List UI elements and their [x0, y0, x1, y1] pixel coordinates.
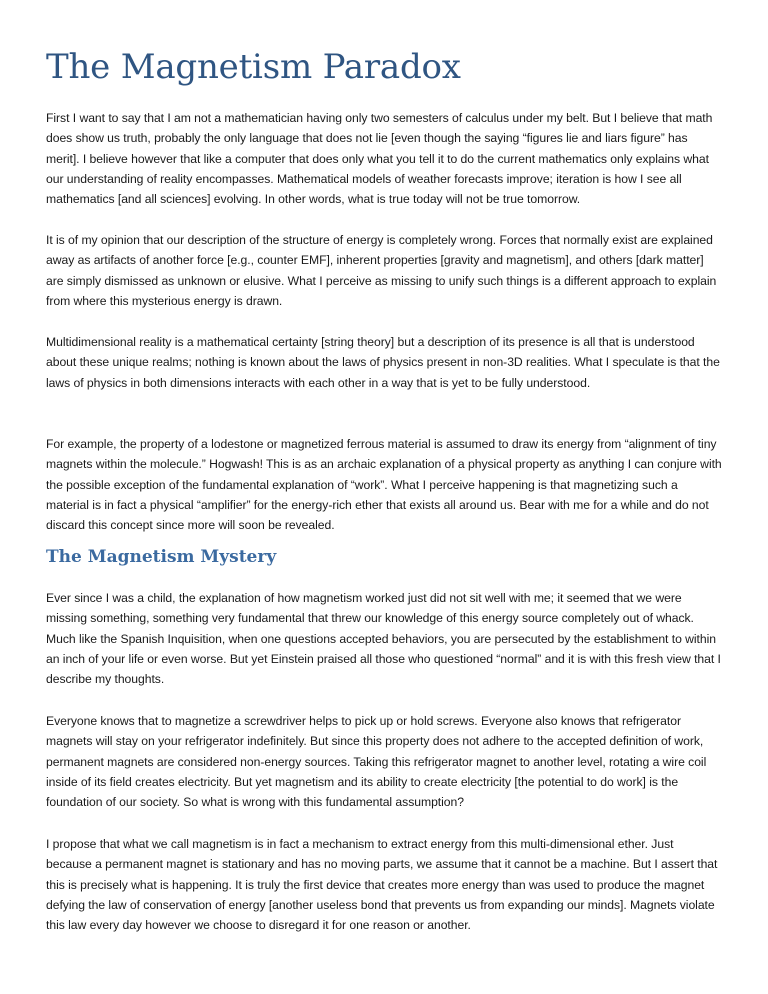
paragraph-intro-3: Multidimensional reality is a mathematical certainty [string theory] but a description of its presence is all that is understood about these unique realms; nothing is known about the laws of physics present in non-3D realities. What I speculate is that the laws of physics in both dimensions interacts with each other in a way that is yet to be fully understood. — [46, 335, 720, 390]
paragraph-section-2: Everyone knows that to magnetize a screwdriver helps to pick up or hold screws. Everyone also knows that refrigerator magnets will stay on your refrigerator indefinitely. But since this property does not adhere to the accepted definition of work, permanent magnets are considered non-energy sources. Taking this refrigerator magnet to another level, rotating a wire coil inside of its field creates electricity. But yet magnetism and its ability to create electricity [the potential to do work] is the foundation of our society. So what is wrong with this fundamental assumption? — [46, 714, 707, 810]
paragraph-intro-1: First I want to say that I am not a mathematician having only two semesters of calculus under my belt. But I believe that math does show us truth, probably the only language that does not lie [even though the saying “figures lie and liars figure” has merit]. I believe however that like a computer that does only what you tell it to do the current mathematics only explains what our understanding of reality encompasses. Mathematical models of weather forecasts improve; iteration is how I see all mathematics [and all sciences] evolving. In other words, what is true today will not be true tomorrow. — [46, 111, 713, 207]
paragraph-intro-4: For example, the property of a lodestone or magnetized ferrous material is assumed to draw its energy from “alignment of tiny magnets within the molecule.” Hogwash! This is as an archaic explanation of a physical property as anything I can conjure with the possible exception of the fundamental explanation of “work”. What I perceive happening is that magnetizing such a material is in fact a physical “amplifier” for the energy-rich ether that exists all around us. Bear with me for a while and do not discard this concept since more will soon be revealed. — [46, 437, 722, 533]
paragraph-section-3: I propose that what we call magnetism is in fact a mechanism to extract energy from this multi-dimensional ether. Just because a permanent magnet is stationary and has no moving parts, we assume that it cannot be a machine. But I assert that this is precisely what is happening. It is truly the first device that creates more energy than was used to produce the magnet defying the law of conservation of energy [another useless bond that prevents us from expanding our minds]. Magnets violate this law every day however we choose to disregard it for one reason or another. — [46, 837, 718, 933]
document-title: The Magnetism Paradox — [46, 47, 461, 87]
paragraph-section-1: Ever since I was a child, the explanation of how magnetism worked just did not sit well with me; it seemed that we were missing something, something very fundamental that threw our knowledge of this energy source completely out of whack. Much like the Spanish Inquisition, when one questions accepted behaviors, you are persecuted by the establishment to within an inch of your life or even worse. But yet Einstein praised all those who questioned “normal” and it is with this fresh view that I describe my thoughts. — [46, 591, 721, 687]
section-heading: The Magnetism Mystery — [46, 547, 277, 567]
paragraph-intro-2: It is of my opinion that our description of the structure of energy is completely wrong. Forces that normally exist are explained away as artifacts of another force [e.g., counter EMF], inherent properties [gravity and magnetism], and others [dark matter] are simply dismissed as unknown or elusive. What I perceive as missing to unify such things is a different approach to explain from where this mysterious energy is drawn. — [46, 233, 717, 308]
